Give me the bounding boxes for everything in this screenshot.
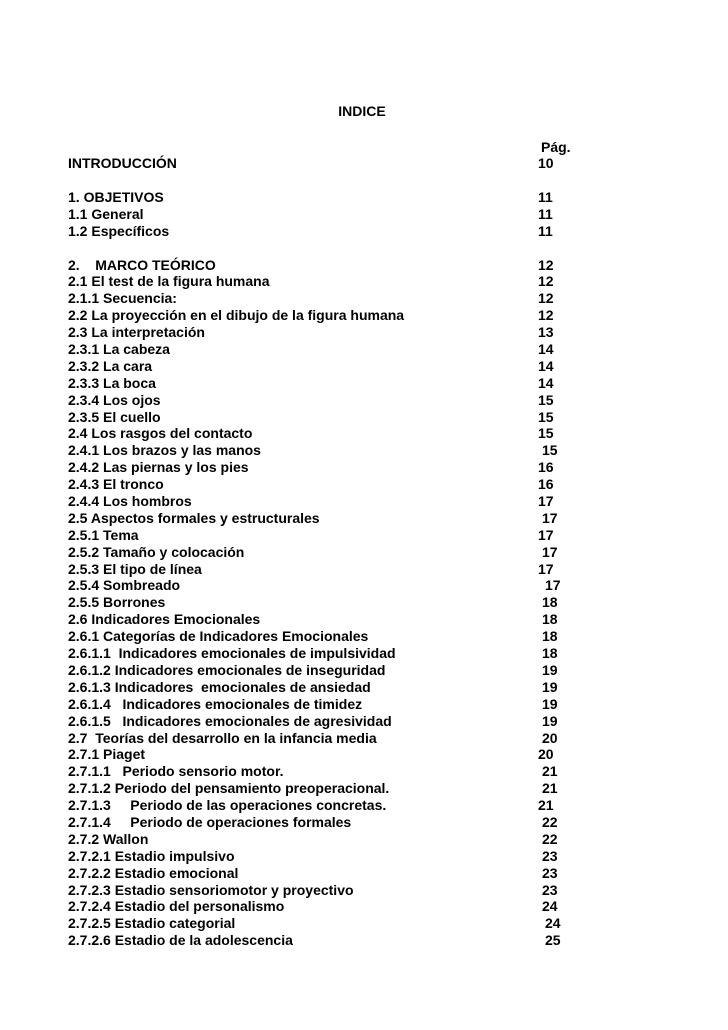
toc-entry bbox=[68, 392, 668, 409]
toc-entry-label: 2.1.1 Secuencia: bbox=[68, 290, 177, 307]
table-of-contents bbox=[68, 155, 668, 949]
toc-entry-page: 23 bbox=[542, 864, 558, 881]
toc-entry bbox=[68, 594, 668, 611]
toc-entry-label: 2.7.2.5 Estadio categorial bbox=[68, 915, 236, 932]
toc-entry-label: 2. MARCO TEÓRICO bbox=[68, 256, 216, 273]
toc-entry-page: 10 bbox=[538, 155, 554, 171]
toc-entry-page: 13 bbox=[538, 324, 554, 341]
toc-entry bbox=[68, 713, 668, 730]
toc-entry-label: 2.6 Indicadores Emocionales bbox=[68, 611, 261, 628]
toc-entry bbox=[68, 307, 668, 324]
toc-entry-label: 2.5 Aspectos formales y estructurales bbox=[68, 509, 320, 526]
toc-entry-label: 2.4.3 El tronco bbox=[68, 476, 164, 493]
page-column-header: Pág. bbox=[541, 139, 571, 155]
toc-entry bbox=[68, 763, 668, 780]
toc-entry-label: 2.5.5 Borrones bbox=[68, 594, 166, 611]
toc-entry-label: 2.7.1.2 Periodo del pensamiento preoperacional. bbox=[68, 780, 390, 797]
toc-entry bbox=[68, 898, 668, 915]
toc-entry bbox=[68, 561, 668, 578]
toc-entry-page: 18 bbox=[542, 628, 558, 645]
toc-entry-page: 15 bbox=[538, 391, 554, 408]
toc-entry bbox=[68, 730, 668, 747]
toc-entry bbox=[68, 425, 668, 442]
toc-entry-page: 12 bbox=[538, 273, 554, 290]
toc-entry-page: 21 bbox=[542, 780, 558, 797]
toc-entry-label: 2.6.1 Categorías de Indicadores Emocionales bbox=[68, 628, 369, 645]
toc-entry bbox=[68, 273, 668, 290]
toc-entry bbox=[68, 375, 668, 392]
toc-entry bbox=[68, 527, 668, 544]
toc-entry-label: 2.3.4 Los ojos bbox=[68, 391, 161, 408]
toc-entry bbox=[68, 493, 668, 510]
toc-entry-page: 21 bbox=[542, 763, 558, 780]
toc-entry-label: 2.6.1.5 Indicadores emocionales de agresividad bbox=[68, 712, 392, 729]
toc-entry-label: 2.7.2.4 Estadio del personalismo bbox=[68, 898, 285, 915]
toc-entry bbox=[68, 611, 668, 628]
toc-entry-page: 17 bbox=[538, 560, 554, 577]
toc-entry-label: 2.3.2 La cara bbox=[68, 357, 153, 374]
toc-entry bbox=[68, 780, 668, 797]
toc-entry-page: 17 bbox=[542, 509, 558, 526]
toc-entry bbox=[68, 746, 668, 763]
toc-entry-label: 2.7.1.3 Periodo de las operaciones concretas. bbox=[68, 797, 387, 814]
toc-entry-page: 20 bbox=[538, 746, 554, 763]
toc-entry-label: 2.4 Los rasgos del contacto bbox=[68, 425, 253, 442]
toc-entry-label: INTRODUCCIÓN bbox=[68, 155, 177, 171]
toc-entry-page: 14 bbox=[538, 341, 554, 358]
toc-entry-page: 23 bbox=[542, 847, 558, 864]
toc-entry-page: 17 bbox=[545, 577, 561, 594]
toc-entry-label: 2.5.2 Tamaño y colocación bbox=[68, 543, 245, 560]
toc-entry bbox=[68, 442, 668, 459]
toc-entry-page: 17 bbox=[538, 526, 554, 543]
toc-entry bbox=[68, 915, 668, 932]
toc-entry-label: 2.7.1.1 Periodo sensorio motor. bbox=[68, 763, 284, 780]
toc-entry-page: 11 bbox=[538, 188, 553, 205]
toc-entry bbox=[68, 882, 668, 899]
toc-entry-page: 20 bbox=[542, 729, 558, 746]
toc-entry-page: 12 bbox=[538, 290, 554, 307]
toc-entry-page: 19 bbox=[542, 661, 558, 678]
toc-entry-page: 15 bbox=[538, 408, 554, 425]
toc-entry bbox=[68, 476, 668, 493]
toc-entry-label: 1. OBJETIVOS bbox=[68, 188, 164, 205]
toc-entry-label: 2.4.1 Los brazos y las manos bbox=[68, 442, 261, 459]
toc-entry-page: 19 bbox=[542, 695, 558, 712]
toc-entry-label: 2.7.2.2 Estadio emocional bbox=[68, 864, 239, 881]
toc-entry bbox=[68, 544, 668, 561]
toc-entry-label: 2.5.3 El tipo de línea bbox=[68, 560, 202, 577]
toc-entry-label: 2.7 Teorías del desarrollo en la infancia media bbox=[68, 729, 377, 746]
toc-entry-label: 2.4.2 Las piernas y los pies bbox=[68, 459, 249, 476]
toc-entry bbox=[68, 341, 668, 358]
toc-entry bbox=[68, 155, 668, 172]
toc-entry bbox=[68, 628, 668, 645]
toc-entry-page: 14 bbox=[538, 357, 554, 374]
toc-entry-page: 12 bbox=[538, 256, 554, 273]
toc-entry-page: 21 bbox=[538, 797, 554, 814]
toc-entry bbox=[68, 865, 668, 882]
toc-entry-page: 18 bbox=[542, 594, 558, 611]
toc-entry bbox=[68, 696, 668, 713]
toc-entry-label: 2.3 La interpretación bbox=[68, 324, 205, 341]
toc-entry-page: 24 bbox=[545, 915, 561, 932]
toc-entry-label: 2.5.1 Tema bbox=[68, 526, 139, 543]
toc-entry bbox=[68, 797, 668, 814]
toc-entry bbox=[68, 459, 668, 476]
toc-entry-label: 2.7.1.4 Periodo de operaciones formales bbox=[68, 813, 352, 830]
toc-entry-label: 2.5.4 Sombreado bbox=[68, 577, 181, 594]
toc-entry bbox=[68, 290, 668, 307]
toc-entry-label: 2.7.2 Wallon bbox=[68, 830, 149, 847]
toc-entry bbox=[68, 645, 668, 662]
toc-entry-label: 2.7.2.6 Estadio de la adolescencia bbox=[68, 932, 293, 949]
toc-entry-page: 12 bbox=[538, 307, 554, 324]
toc-entry bbox=[68, 206, 668, 223]
section-gap bbox=[68, 172, 668, 189]
toc-entry-label: 1.1 General bbox=[68, 205, 144, 222]
toc-entry-label: 2.7.2.3 Estadio sensoriomotor y proyectivo bbox=[68, 881, 354, 898]
toc-entry bbox=[68, 257, 668, 274]
toc-entry-label: 2.7.2.1 Estadio impulsivo bbox=[68, 847, 235, 864]
toc-entry bbox=[68, 831, 668, 848]
toc-entry-label: 2.6.1.4 Indicadores emocionales de timidez bbox=[68, 695, 363, 712]
toc-entry-page: 11 bbox=[538, 222, 553, 239]
toc-entry-page: 22 bbox=[542, 813, 558, 830]
toc-entry bbox=[68, 510, 668, 527]
toc-entry-label: 2.3.3 La boca bbox=[68, 374, 156, 391]
toc-entry-page: 16 bbox=[538, 476, 554, 493]
toc-entry-label: 2.6.1.1 Indicadores emocionales de impulsividad bbox=[68, 645, 396, 662]
toc-entry-label: 2.6.1.2 Indicadores emocionales de inseguridad bbox=[68, 661, 386, 678]
toc-entry bbox=[68, 814, 668, 831]
toc-entry-label: 2.3.1 La cabeza bbox=[68, 341, 170, 358]
toc-entry-page: 11 bbox=[538, 205, 553, 222]
toc-entry bbox=[68, 223, 668, 240]
toc-entry-page: 15 bbox=[542, 442, 558, 459]
toc-entry-page: 17 bbox=[542, 543, 558, 560]
toc-entry-page: 19 bbox=[542, 678, 558, 695]
toc-entry bbox=[68, 358, 668, 375]
toc-entry bbox=[68, 848, 668, 865]
toc-entry-page: 25 bbox=[545, 932, 561, 949]
toc-entry-page: 24 bbox=[542, 898, 558, 915]
toc-entry-page: 16 bbox=[538, 459, 554, 476]
toc-entry-label: 2.7.1 Piaget bbox=[68, 746, 146, 763]
toc-entry-label: 1.2 Específicos bbox=[68, 222, 170, 239]
section-gap bbox=[68, 240, 668, 257]
toc-entry-page: 19 bbox=[542, 712, 558, 729]
toc-entry-label: 2.4.4 Los hombros bbox=[68, 493, 192, 510]
toc-entry-page: 17 bbox=[538, 493, 554, 510]
toc-entry bbox=[68, 662, 668, 679]
toc-entry-page: 18 bbox=[542, 645, 558, 662]
toc-entry-label: 2.2 La proyección en el dibujo de la figura humana bbox=[68, 307, 405, 324]
toc-entry bbox=[68, 409, 668, 426]
toc-entry-page: 15 bbox=[538, 425, 554, 442]
toc-entry-page: 22 bbox=[542, 830, 558, 847]
toc-entry-page: 14 bbox=[538, 374, 554, 391]
toc-entry bbox=[68, 932, 668, 949]
toc-entry-page: 18 bbox=[542, 611, 558, 628]
toc-entry-label: 2.1 El test de la figura humana bbox=[68, 273, 270, 290]
toc-entry-page: 23 bbox=[542, 881, 558, 898]
toc-entry bbox=[68, 189, 668, 206]
toc-entry-label: 2.6.1.3 Indicadores emocionales de ansiedad bbox=[68, 678, 371, 695]
toc-entry-label: 2.3.5 El cuello bbox=[68, 408, 161, 425]
toc-entry bbox=[68, 679, 668, 696]
toc-entry bbox=[68, 577, 668, 594]
index-title: INDICE bbox=[338, 103, 386, 119]
toc-entry bbox=[68, 324, 668, 341]
